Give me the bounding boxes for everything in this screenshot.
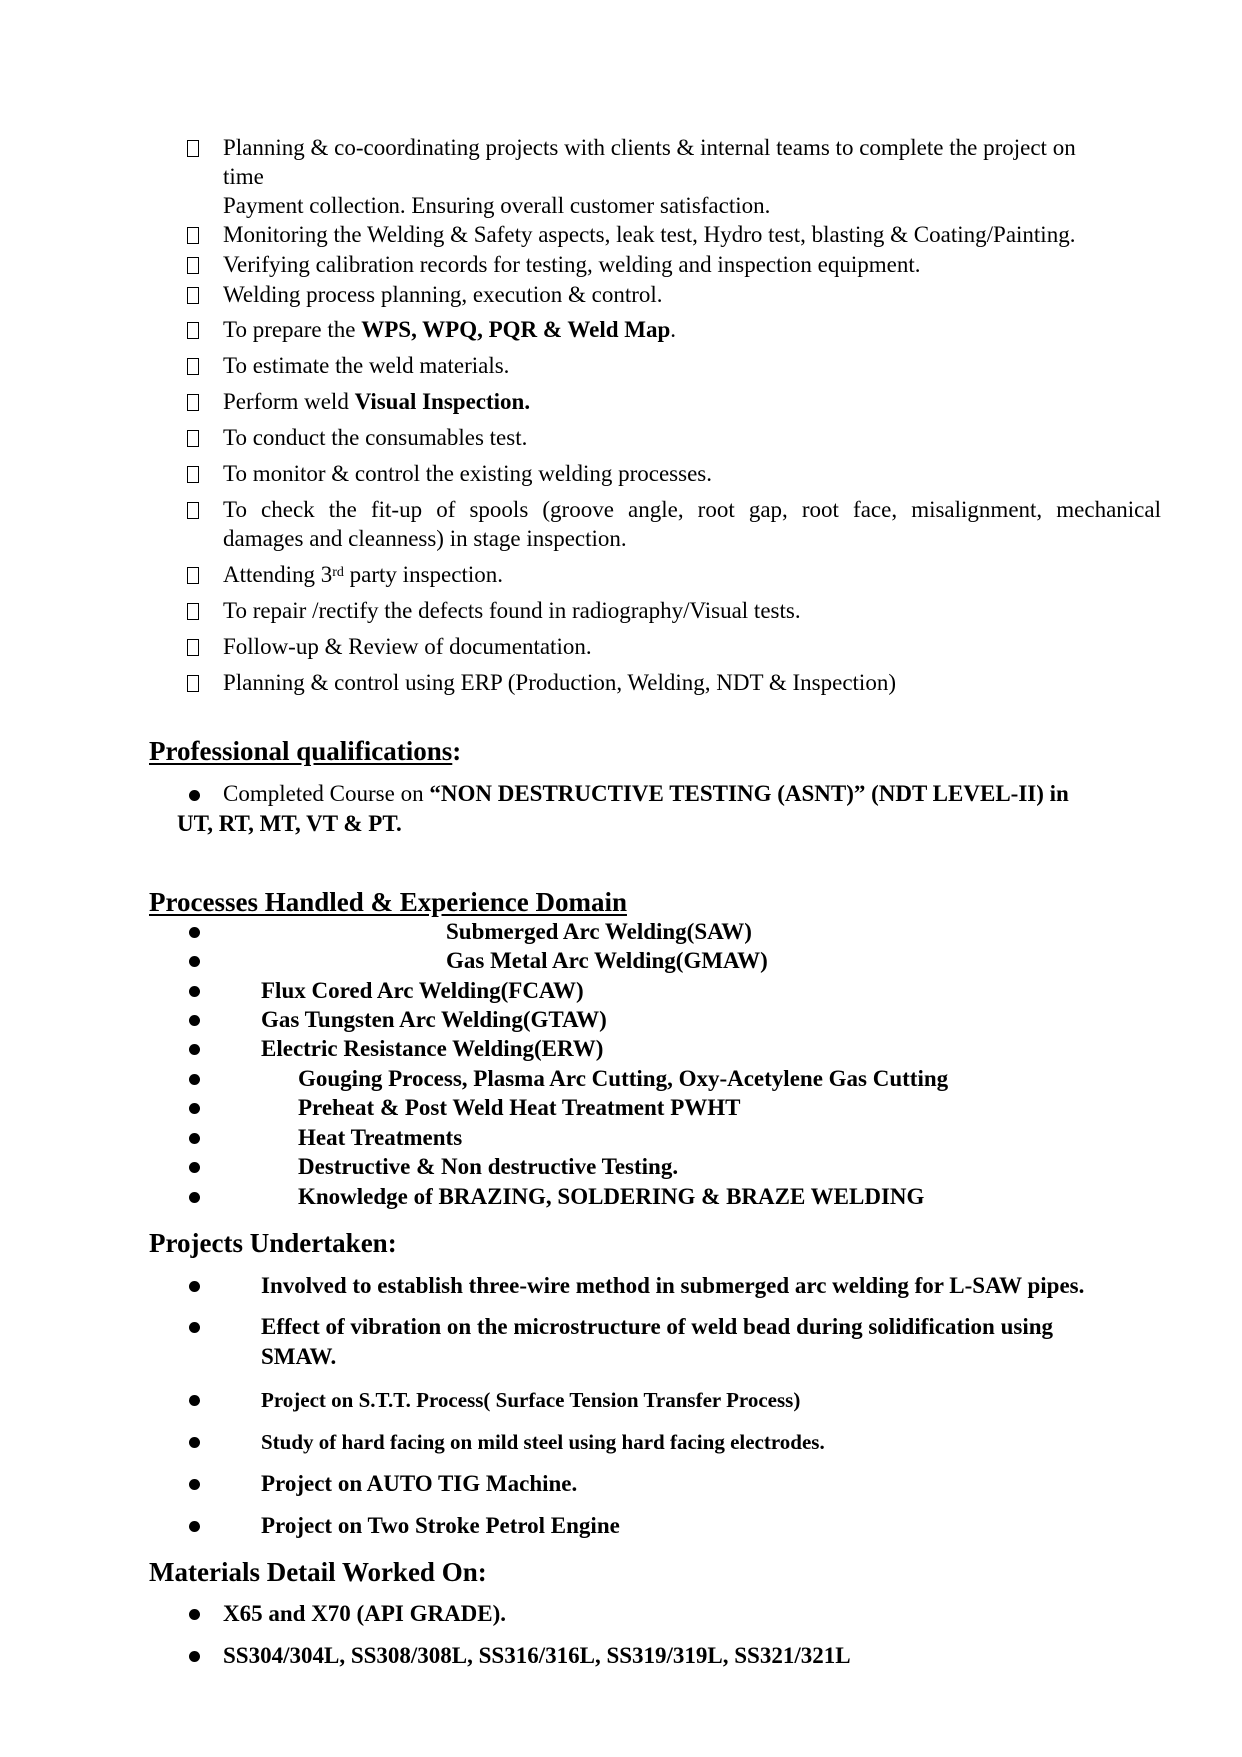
section-heading-materials: Materials Detail Worked On: bbox=[149, 1557, 487, 1587]
list-item: Project on S.T.T. Process( Surface Tension Transfer Process) bbox=[261, 1388, 801, 1412]
list-item-continuation: damages and cleanness) in stage inspection. bbox=[223, 526, 627, 551]
list-item: Preheat & Post Weld Heat Treatment PWHT bbox=[298, 1095, 741, 1120]
bullet-icon bbox=[189, 1162, 200, 1173]
bullet-icon bbox=[189, 790, 200, 801]
bullet-icon bbox=[189, 1192, 200, 1203]
list-item bbox=[223, 561, 503, 589]
missing-glyph-bullet-icon bbox=[187, 603, 199, 620]
list-item: Gas Metal Arc Welding(GMAW) bbox=[446, 948, 768, 973]
list-item bbox=[223, 780, 1069, 808]
bold-text: WPS, WPQ, PQR & Weld Map bbox=[361, 317, 671, 342]
list-item bbox=[223, 316, 676, 344]
bold-text: “NON DESTRUCTIVE TESTING (ASNT)” (NDT LEVEL-II) in bbox=[429, 781, 1069, 806]
missing-glyph-bullet-icon bbox=[187, 567, 199, 584]
missing-glyph-bullet-icon bbox=[187, 227, 199, 244]
bullet-icon bbox=[189, 1609, 200, 1620]
bullet-icon bbox=[189, 1044, 200, 1055]
bullet-icon bbox=[189, 1479, 200, 1490]
list-item: Submerged Arc Welding(SAW) bbox=[446, 919, 752, 944]
missing-glyph-bullet-icon bbox=[187, 322, 199, 339]
text: Attending 3 bbox=[223, 562, 333, 587]
bullet-icon bbox=[189, 1074, 200, 1085]
missing-glyph-bullet-icon bbox=[187, 140, 199, 157]
bullet-icon bbox=[189, 986, 200, 997]
bullet-icon bbox=[189, 1651, 200, 1662]
text: Perform weld bbox=[223, 389, 355, 414]
bullet-icon bbox=[189, 1103, 200, 1114]
list-item: Study of hard facing on mild steel using hard facing electrodes. bbox=[261, 1430, 825, 1454]
heading-colon: : bbox=[452, 736, 462, 766]
missing-glyph-bullet-icon bbox=[187, 394, 199, 411]
missing-glyph-bullet-icon bbox=[187, 430, 199, 447]
list-item: To repair /rectify the defects found in radiography/Visual tests. bbox=[223, 598, 801, 623]
list-item: Project on AUTO TIG Machine. bbox=[261, 1471, 578, 1496]
missing-glyph-bullet-icon bbox=[187, 358, 199, 375]
text: . bbox=[670, 317, 677, 342]
missing-glyph-bullet-icon bbox=[187, 466, 199, 483]
text: To prepare the bbox=[223, 317, 362, 342]
bullet-icon bbox=[189, 1395, 200, 1406]
missing-glyph-bullet-icon bbox=[187, 675, 199, 692]
section-heading-professional bbox=[149, 735, 461, 767]
missing-glyph-bullet-icon bbox=[187, 287, 199, 304]
list-item: To monitor & control the existing welding processes. bbox=[223, 461, 712, 486]
list-item: To conduct the consumables test. bbox=[223, 425, 528, 450]
list-item: Heat Treatments bbox=[298, 1125, 463, 1150]
missing-glyph-bullet-icon bbox=[187, 639, 199, 656]
bullet-icon bbox=[189, 956, 200, 967]
list-item-continuation: time bbox=[223, 164, 264, 189]
list-item-continuation: SMAW. bbox=[261, 1344, 337, 1369]
bullet-icon bbox=[189, 927, 200, 938]
bold-text: Visual Inspection. bbox=[354, 389, 531, 414]
list-item: X65 and X70 (API GRADE). bbox=[223, 1601, 507, 1626]
list-item: SS304/304L, SS308/308L, SS316/316L, SS319/319L, SS321/321L bbox=[223, 1643, 851, 1668]
list-item: Knowledge of BRAZING, SOLDERING & BRAZE WELDING bbox=[298, 1184, 925, 1209]
list-item: Monitoring the Welding & Safety aspects, leak test, Hydro test, blasting & Coating/Painting. bbox=[223, 222, 1076, 247]
list-item: Gouging Process, Plasma Arc Cutting, Oxy-Acetylene Gas Cutting bbox=[298, 1066, 949, 1091]
bullet-icon bbox=[189, 1133, 200, 1144]
list-item: Flux Cored Arc Welding(FCAW) bbox=[261, 978, 584, 1003]
list-item: Destructive & Non destructive Testing. bbox=[298, 1154, 679, 1179]
bullet-icon bbox=[189, 1015, 200, 1026]
bullet-icon bbox=[189, 1322, 200, 1333]
bullet-icon bbox=[189, 1281, 200, 1292]
list-item: Verifying calibration records for testing, welding and inspection equipment. bbox=[223, 252, 921, 277]
superscript: rd bbox=[332, 565, 344, 580]
list-item: Effect of vibration on the microstructure of weld bead during solidification using bbox=[261, 1314, 1054, 1339]
list-item: To estimate the weld materials. bbox=[223, 353, 510, 378]
list-item: Project on Two Stroke Petrol Engine bbox=[261, 1513, 620, 1538]
list-item: Welding process planning, execution & control. bbox=[223, 282, 663, 307]
list-item: Involved to establish three-wire method in submerged arc welding for L-SAW pipes. bbox=[261, 1273, 1085, 1298]
list-item: Planning & co-coordinating projects with clients & internal teams to complete the project on bbox=[223, 135, 1076, 160]
list-item: Planning & control using ERP (Production, Welding, NDT & Inspection) bbox=[223, 670, 896, 695]
text: Completed Course on bbox=[223, 781, 430, 806]
list-item-continuation: UT, RT, MT, VT & PT. bbox=[177, 811, 402, 836]
bullet-icon bbox=[189, 1521, 200, 1532]
heading-text: Professional qualifications bbox=[149, 736, 453, 766]
list-item: Follow-up & Review of documentation. bbox=[223, 634, 592, 659]
list-item bbox=[223, 388, 530, 416]
list-item: Gas Tungsten Arc Welding(GTAW) bbox=[261, 1007, 607, 1032]
section-heading-projects: Projects Undertaken: bbox=[149, 1228, 397, 1258]
list-item-continuation: Payment collection. Ensuring overall customer satisfaction. bbox=[223, 193, 771, 218]
text: party inspection. bbox=[343, 562, 503, 587]
section-heading-processes: Processes Handled & Experience Domain bbox=[149, 887, 627, 917]
missing-glyph-bullet-icon bbox=[187, 257, 199, 274]
list-item: To check the fit-up of spools (groove angle, root gap, root face, misalignment, mechanical bbox=[223, 497, 1161, 522]
missing-glyph-bullet-icon bbox=[187, 502, 199, 519]
list-item: Electric Resistance Welding(ERW) bbox=[261, 1036, 604, 1061]
bullet-icon bbox=[189, 1437, 200, 1448]
